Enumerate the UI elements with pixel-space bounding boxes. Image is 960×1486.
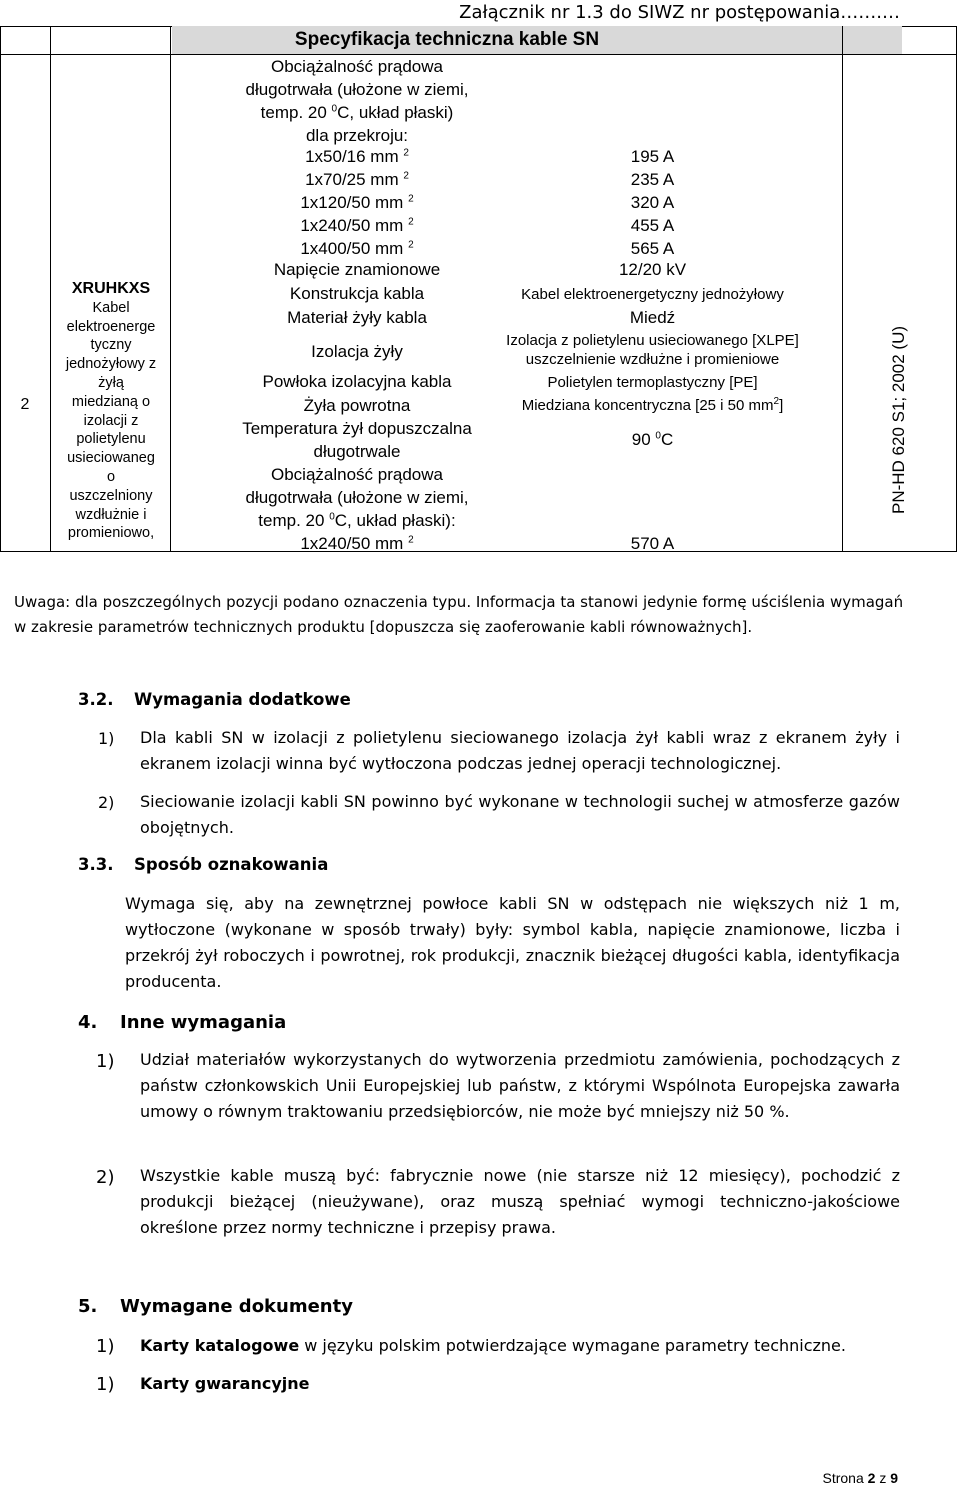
annex-title: Załącznik nr 1.3 do SIWZ nr postępowania…….… [459, 2, 900, 23]
construction-value: Kabel elektroenergetyczny jednożyłowy [521, 286, 784, 303]
cable-desc-1: elektroenerge [66, 318, 156, 335]
section-5-number: 5. [78, 1296, 98, 1317]
insulation-value [460, 331, 845, 369]
page-footer: Strona 2 z 9 [822, 1470, 898, 1486]
insulation-value-2: uszczelnienie wzdłużne i promieniowe [525, 351, 780, 368]
lc-line4: dla przekroju: [305, 126, 409, 145]
lc-line1: Obciążalność prądowa [271, 57, 443, 76]
section-value-0: 195 A [630, 147, 675, 166]
cable-desc-3: jednożyłowy z [65, 356, 157, 373]
s32-item1-num: 1) [98, 729, 115, 748]
cable-desc-12: promieniowo, [67, 525, 155, 542]
temperature-label: Temperatura żył dopuszczalna długotrwale [242, 419, 472, 461]
s4-item2-num: 2) [96, 1167, 115, 1188]
s4-item1-text: Udział materiałów wykorzystanych do wytworzenia przedmiotu zamówienia, pochodzących z państw członkowskich Unii Europejskiej lub państw, z którymi Wspólnota Europejska zawarła umowy o równym traktowaniu przedsiębiorców, nie może być mniejszy niż 50 %. [140, 1050, 900, 1121]
section-3-2-number: 3.2. [78, 690, 114, 709]
section-value-2: 320 A [630, 193, 675, 212]
coating-value: Polietylen termoplastyczny [PE] [547, 374, 758, 391]
spec-title: Specyfikacja techniczna kable SN [294, 29, 600, 50]
section-4-number: 4. [78, 1012, 98, 1033]
lc-line3: temp. 20 $^0$C, układ płaski) [260, 103, 454, 122]
s5-item1-num: 1) [96, 1336, 115, 1357]
material-label: Materiał żyły kabla [287, 308, 427, 327]
s33-text: Wymaga się, aby na zewnętrznej powłoce kabli SN w odstępach nie większych niż 1 m, wytłoczone (wykonane w sposób trwały) były: symbol kabla, napięcie znamionowe, liczba i przekrój żył roboczych i powrotnej, rok produkcji, znacznik bieżącej długości kabla, identyfikacja producenta. [125, 894, 900, 991]
section-3: 1x240/50 mm $^2$ [300, 216, 414, 235]
s5-item2-num: 1) [96, 1374, 115, 1395]
coating-label: Powłoka izolacyjna kabla [262, 372, 452, 391]
load-capacity-2-value: 570 A [630, 534, 675, 553]
voltage-label: Napięcie znamionowe [273, 260, 441, 279]
material-value: Miedź [629, 308, 676, 327]
cable-desc-5: miedzianą o [71, 393, 151, 410]
construction-label: Konstrukcja kabla [289, 284, 425, 303]
cable-desc-8: usieciowaneg [67, 450, 155, 467]
cable-desc-2: tyczny [90, 337, 132, 354]
section-5-title: Wymagane dokumenty [120, 1296, 353, 1317]
section-value-4: 565 A [630, 239, 675, 258]
cable-name [52, 280, 170, 543]
section-value-3: 455 A [630, 216, 675, 235]
section-3-3-title: Sposób oznakowania [134, 855, 329, 874]
s32-item1-text: Dla kabli SN w izolacji z polietylenu sieciowanego izolacja żył kabli wraz z ekranem żyły i ekranem izolacji winna być wytłoczona podczas jednej operacji technologicznej. [140, 728, 900, 773]
s5-item2-text: Karty gwarancyjne [140, 1374, 310, 1393]
voltage-value: 12/20 kV [618, 260, 687, 279]
cable-code: XRUHKXS [71, 280, 151, 297]
cable-desc-6: izolacji z [83, 412, 139, 429]
note-text: Uwaga: dla poszczególnych pozycji podano oznaczenia typu. Informacja ta stanowi jedynie formę uściślenia wymagań w zakresie parametrów technicznych produktu [dopuszcza się zaoferowanie kabli równoważnych]. [14, 593, 904, 636]
spec-title-bar [172, 26, 902, 54]
cable-desc-7: polietylenu [76, 431, 146, 448]
cable-desc-4: żyłą [98, 374, 124, 391]
section-3-2-title: Wymagania dodatkowe [134, 690, 351, 709]
section-1: 1x70/25 mm $^2$ [305, 170, 409, 189]
return-conductor-label: Żyła powrotna [303, 396, 411, 415]
temperature-value: 90 $^0$C [631, 430, 674, 449]
section-0: 1x50/16 mm $^2$ [305, 147, 409, 166]
section-4: 1x400/50 mm $^2$ [300, 239, 414, 258]
insulation-value-1: Izolacja z polietylenu usieciowanego [XLPE] [506, 332, 799, 349]
section-2: 1x120/50 mm $^2$ [300, 193, 414, 212]
cable-desc-11: wzdłużnie i [75, 506, 147, 523]
lc-line2: długotrwała (ułożone w ziemi, [245, 80, 469, 99]
s32-item2-text: Sieciowanie izolacji kabli SN powinno być wykonane w technologii suchej w atmosferze gazów obojętnych. [140, 792, 900, 837]
cable-desc-0: Kabel [92, 299, 130, 316]
s4-item2-text: Wszystkie kable muszą być: fabrycznie nowe (nie starsze niż 12 miesięcy), pochodzić z produkcji bieżącej (nieużywane), oraz muszą spełniać wymogi techniczno-jakościowe określone przez normy techniczne i przepisy prawa. [140, 1166, 900, 1237]
load-capacity-header [172, 55, 542, 147]
sections-values [460, 145, 845, 260]
s5-item1-text: Karty katalogowe w języku polskim potwierdzające wymagane parametry techniczne. [140, 1336, 846, 1355]
return-conductor-value: Miedziana koncentryczna [25 i 50 $mm^2$] [521, 396, 784, 414]
row-number: 2 [20, 396, 30, 413]
section-4-title: Inne wymagania [120, 1012, 287, 1033]
cable-desc-9: o [106, 468, 116, 485]
cable-desc-10: uszczelniony [69, 487, 153, 504]
insulation-label: Izolacja żyły [311, 342, 403, 361]
s32-item2-num: 2) [98, 793, 115, 812]
section-value-1: 235 A [630, 170, 675, 189]
norm-text: PN-HD 620 S1; 2002 (U) [889, 325, 908, 515]
load-capacity-2: Obciążalność prądowa długotrwała (ułożone w ziemi, temp. 20 $^0$C, układ płaski): 1x240/50 mm $^2$ [245, 465, 469, 553]
section-3-3-number: 3.3. [78, 855, 114, 874]
s4-item1-num: 1) [96, 1051, 115, 1072]
